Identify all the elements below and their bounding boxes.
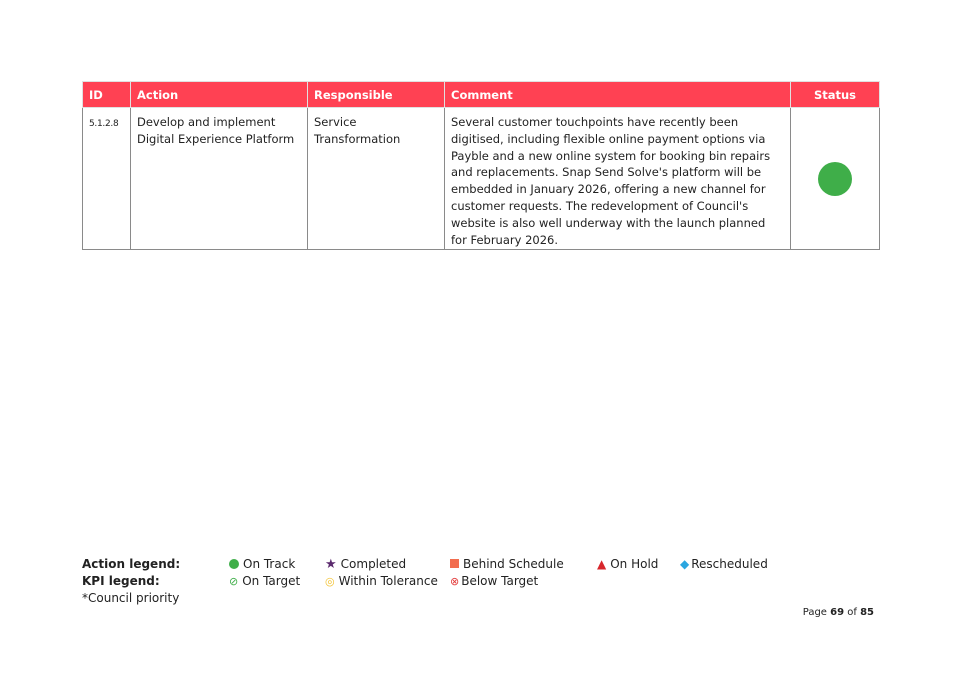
red-triangle-icon: ▲	[597, 557, 607, 571]
yellow-ring-icon: ◎	[325, 575, 335, 588]
cell-responsible: Service Transformation	[308, 108, 445, 250]
legend-completed: ★ Completed	[325, 557, 407, 572]
page-number: Page 69 of 85	[802, 607, 874, 618]
orange-square-icon	[450, 559, 459, 568]
cell-status	[791, 108, 880, 250]
x-circle-icon: ⊗	[450, 575, 460, 588]
header-id: ID	[83, 82, 131, 108]
legend-within-tolerance: ◎ Within Tolerance	[325, 574, 438, 588]
legend-on-hold: ▲ On Hold	[597, 557, 659, 571]
check-circle-icon: ⊘	[229, 575, 239, 588]
cell-comment: Several customer touchpoints have recently been digitised, including flexible online payment options via Payble and a new online system for booking bin repairs and replacements. Snap Send Solve's platform will be embedded in January 2026, offering a new channel for customer requests. The redevelopment of Council's website is also well underway with the launch planned for February 2026.	[445, 108, 791, 250]
header-comment: Comment	[445, 82, 791, 108]
green-circle-icon	[229, 559, 239, 569]
cell-action: Develop and implement Digital Experience Platform	[131, 108, 308, 250]
star-icon: ★	[325, 557, 337, 572]
legend-below-target: ⊗ Below Target	[450, 574, 539, 588]
table-row	[83, 108, 880, 250]
table-header-row	[83, 82, 880, 108]
council-priority-note: *Council priority	[82, 591, 180, 605]
kpi-legend-label: KPI legend:	[82, 574, 160, 588]
action-legend-label: Action legend:	[82, 557, 181, 571]
header-action: Action	[131, 82, 308, 108]
legend-on-target: ⊘ On Target	[229, 574, 301, 588]
cell-id: 5.1.2.8	[83, 108, 131, 250]
legend-rescheduled: ◆ Rescheduled	[680, 557, 768, 571]
blue-diamond-icon: ◆	[680, 557, 690, 571]
on-track-status-icon	[818, 162, 852, 196]
legend-behind-schedule: Behind Schedule	[450, 557, 564, 571]
legend-on-track: On Track	[229, 557, 295, 571]
header-responsible: Responsible	[308, 82, 445, 108]
header-status: Status	[791, 82, 880, 108]
actions-table	[82, 81, 880, 250]
